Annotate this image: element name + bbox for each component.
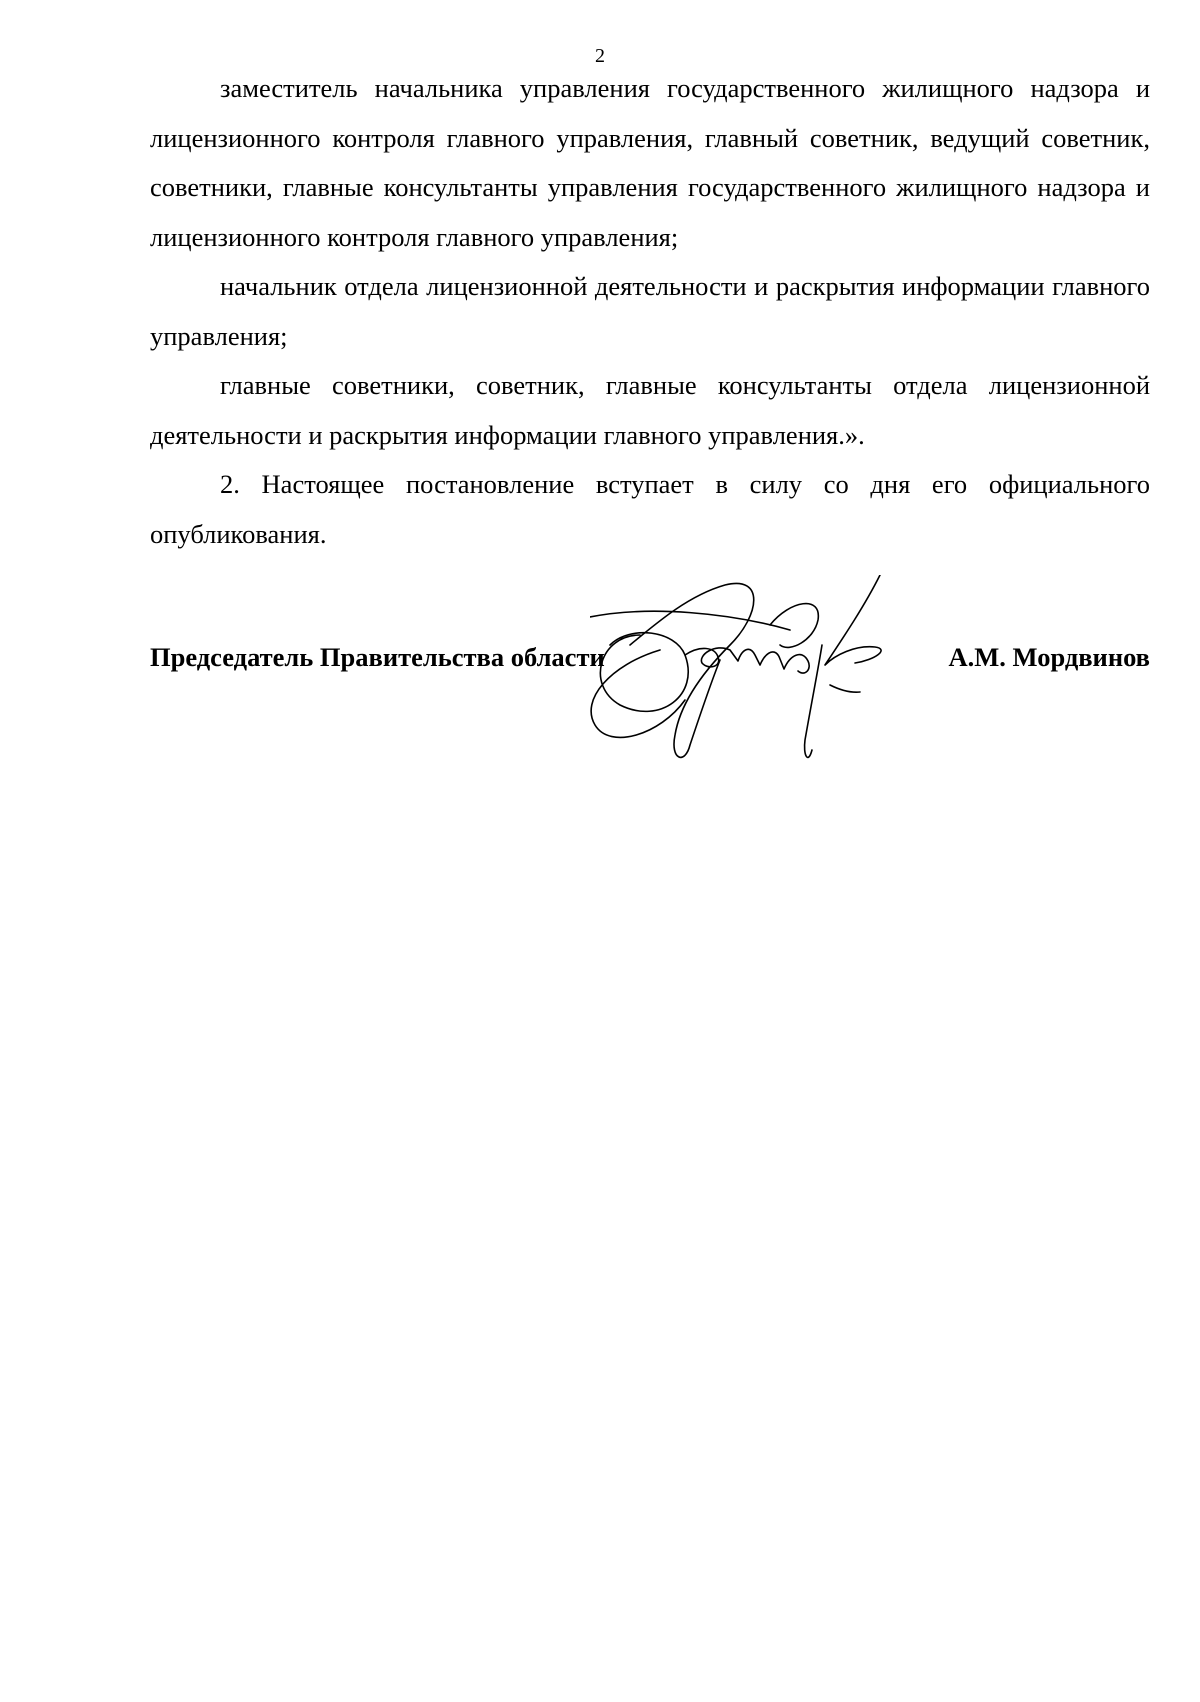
- paragraph-department-head: начальник отдела лицензионной деятельности и раскрытия информации главного управления;: [150, 271, 1150, 351]
- paragraph-advisers: главные советники, советник, главные консультанты отдела лицензионной деятельности и раскрытия информации главного управления.».: [150, 370, 1150, 450]
- paragraph-deputy-heads: заместитель начальника управления государственного жилищного надзора и лицензионного контроля главного управления, главный советник, ведущий советник, советники, главные консультанты управления государственного жилищного надзора и лицензионного контроля главного управления;: [150, 73, 1150, 252]
- document-body: [150, 64, 1150, 559]
- signatory-name: А.М. Мордвинов: [948, 642, 1150, 672]
- signatory-position: Председатель Правительства области: [150, 642, 605, 672]
- paragraph-effective-date: 2. Настоящее постановление вступает в силу со дня его официального опубликования.: [150, 469, 1150, 549]
- page-number: 2: [595, 45, 605, 67]
- handwritten-signature: [590, 575, 960, 775]
